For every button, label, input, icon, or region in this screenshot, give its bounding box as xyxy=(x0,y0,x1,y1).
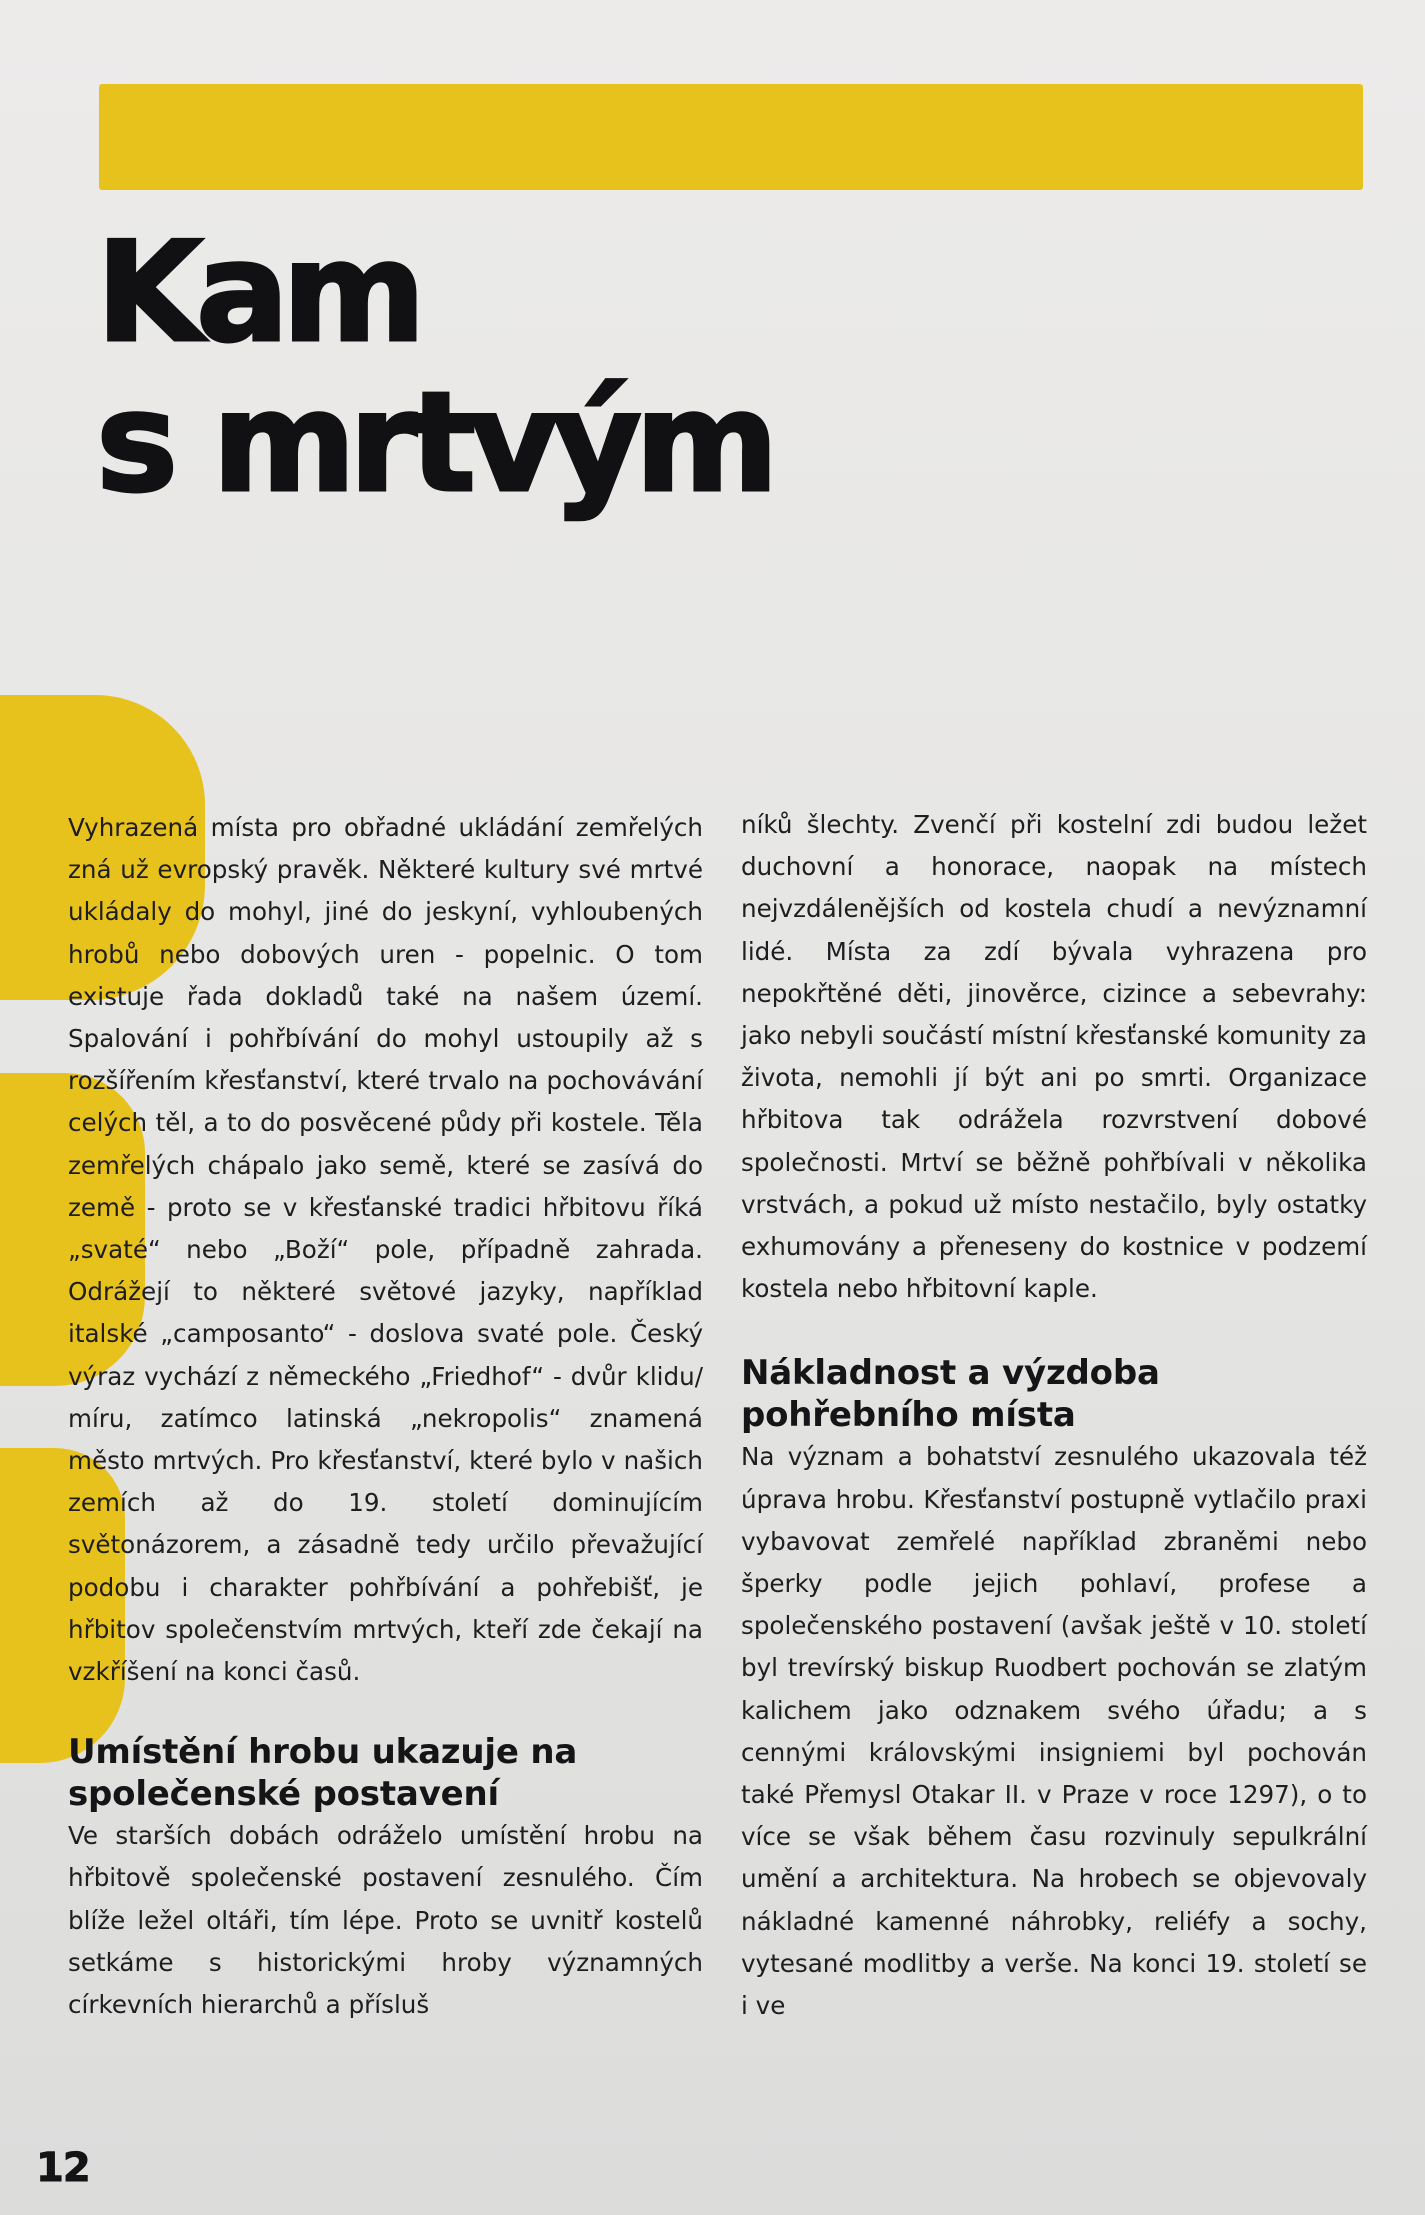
section-2-paragraph: Na význam a bohatství zesnulého ukazovala též úprava hrobu. Křesťanství postupně vytlačilo praxi vybavovat zemřelé například zbraněmi nebo šperky podle jejich pohlaví, profese a společenského postavení (avšak ještě v 10. století byl trevírský biskup Ruodbert pochován se zlatým kalichem jako odznakem svého úřadu; a s cennými královskými insigniemi byl pochován také Přemysl Otakar II. v Praze v roce 1297), o to více se však během času rozvinuly sepulkrální umění a architektura. Na hrobech se objevovaly nákladné kamenné náhrobky, reliéfy a sochy, vytesané modlitby a verše. Na konci 19. století se i ve xyxy=(741,1442,1367,2021)
title-line-2: s mrtvým xyxy=(96,362,772,523)
section-1-paragraph-part-1: Ve starších dobách odráželo umístění hrobu na hřbitově společenské postavení zesnulého. Čím blíže ležel oltáři, tím lépe. Proto se uvnitř kostelů setkáme s historickými hroby významných církevních hierarchů a přísluš xyxy=(68,1821,703,2020)
section-1-paragraph-part-2: níků šlechty. Zvenčí při kostelní zdi budou ležet duchovní a honorace, naopak na místech nejvzdálenějších od kostela chudí a nevýznamní lidé. Místa za zdí bývala vyhrazena pro nepokřtěné děti, jinověrce, cizince a sebevrahy: jako nebyli součástí místní křesťanské komunity za života, nemohli jí být ani po smrti. Organizace hřbitova tak odrážela rozvrstvení dobové společnosti. Mrtví se běžně pohřbívali v několika vrstvách, a pokud už místo nestačilo, byly ostatky exhumovány a přeneseny do kostnice v podzemí kostela nebo hřbitovní kaple. xyxy=(741,810,1367,1304)
section-heading-grave-decoration: Nákladnost a výzdoba pohřebního místa xyxy=(741,1353,1160,1436)
intro-paragraph: Vyhrazená místa pro obřadné ukládání zemřelých zná už evropský pravěk. Některé kultury své mrtvé ukládaly do mohyl, jiné do jeskyní, vyhloubených hrobů nebo dobových uren - popelnic. O tom existuje řada dokladů také na našem území. Spalování i pohřbívání do mohyl ustoupily až s rozšířením křesťanství, které trvalo na pochovávání celých těl, a to do posvěcené půdy při kostele. Těla zemřelých chápalo jako semě, které se zasívá do země - proto se v křesťanské tradici hřbitovu říká „svaté“ nebo „Boží“ pole, případně zahrada. Odrážejí to některé světové jazyky, například italské „camposanto“ - doslova svaté pole. Český výraz vychází z německého „Friedhof“ - dvůr klidu/ míru, zatímco latinská „nekropolis“ znamená město mrtvých. Pro křesťanství, které bylo v našich zemích až do 19. století dominujícím světonázorem, a zásadně tedy určilo převažující podobu i charakter pohřbívání a pohřebišť, je hřbitov společenstvím mrtvých, kteří zde čekají na vzkříšení na konci časů. xyxy=(68,813,703,1687)
yellow-header-bar xyxy=(99,84,1363,190)
page-title xyxy=(96,212,1196,523)
text-column-right xyxy=(741,804,1367,2027)
text-column-left xyxy=(68,807,703,2026)
page-number: 12 xyxy=(36,2145,90,2191)
section-heading-grave-location: Umístění hrobu ukazuje na společenské postavení xyxy=(68,1732,578,1815)
title-line-1: Kam xyxy=(96,212,419,373)
